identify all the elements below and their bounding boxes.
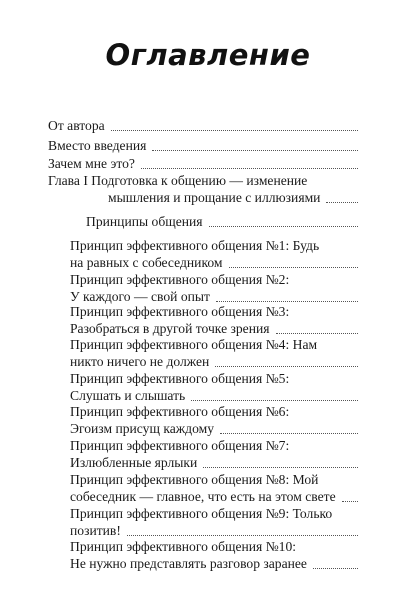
page-title: Оглавление xyxy=(105,38,311,72)
dot-leader xyxy=(127,534,358,536)
toc-entry-title-line: никто ничего не должен xyxy=(70,354,210,369)
toc-entry-title-line: Принцип эффективного общения №2: xyxy=(70,272,290,287)
toc-entry-title-line: Зачем мне это? xyxy=(48,156,135,171)
dot-leader xyxy=(216,300,358,302)
dot-leader xyxy=(209,225,358,227)
toc-entry-title-line: Излюбленные ярлыки xyxy=(70,455,198,470)
toc-entry-title-line: мышления и прощание с иллюзиями xyxy=(108,190,321,205)
dot-leader xyxy=(326,201,358,203)
dot-leader xyxy=(111,129,358,131)
toc-entry-title-line: Принцип эффективного общения №5: xyxy=(70,371,290,386)
toc-entry-title-line: Слушать и слышать xyxy=(70,388,186,403)
toc-entry-title-line: на равных с собеседником xyxy=(70,255,223,270)
dot-leader xyxy=(141,167,358,169)
toc-entry-title-line: позитив! xyxy=(70,523,121,538)
dot-leader xyxy=(229,266,358,268)
toc-entry-title-line: собеседник — главное, что есть на этом свете xyxy=(70,489,336,504)
toc-entry-title-line: От автора xyxy=(48,118,105,133)
dot-leader xyxy=(203,466,358,468)
toc-entry-title-line: Принцип эффективного общения №6: xyxy=(70,404,290,419)
toc-entry-title-line: Вместо введения xyxy=(48,138,147,153)
toc-entry-title-line: Глава I Подготовка к общению — изменение xyxy=(48,173,308,188)
dot-leader xyxy=(191,399,358,401)
toc-entry-title-line: Принцип эффективного общения №9: Только xyxy=(70,506,333,521)
toc-entry-title-line: Принципы общения xyxy=(86,214,203,229)
dot-leader xyxy=(342,500,358,502)
toc-entry-title-line: Принцип эффективного общения №10: xyxy=(70,539,297,554)
toc-entry-title-line: Принцип эффективного общения №7: xyxy=(70,438,290,453)
dot-leader xyxy=(152,149,358,151)
dot-leader xyxy=(215,365,358,367)
toc-entry-title-line: Принцип эффективного общения №3: xyxy=(70,304,290,319)
toc-entry-title-line: Принцип эффективного общения №1: Будь xyxy=(70,238,320,253)
toc-entry-title-line: Не нужно представлять разговор заранее xyxy=(70,556,307,571)
dot-leader xyxy=(220,432,358,434)
dot-leader xyxy=(313,567,358,569)
toc-entry-title-line: Разобраться в другой точке зрения xyxy=(70,321,270,336)
toc-entry-title-line: Принцип эффективного общения №4: Нам xyxy=(70,337,318,352)
toc-entry-title-line: Принцип эффективного общения №8: Мой xyxy=(70,472,319,487)
toc-entry-title-line: У каждого — свой опыт xyxy=(70,289,210,304)
dot-leader xyxy=(276,332,359,334)
toc-entry-title-line: Эгоизм присущ каждому xyxy=(70,421,215,436)
